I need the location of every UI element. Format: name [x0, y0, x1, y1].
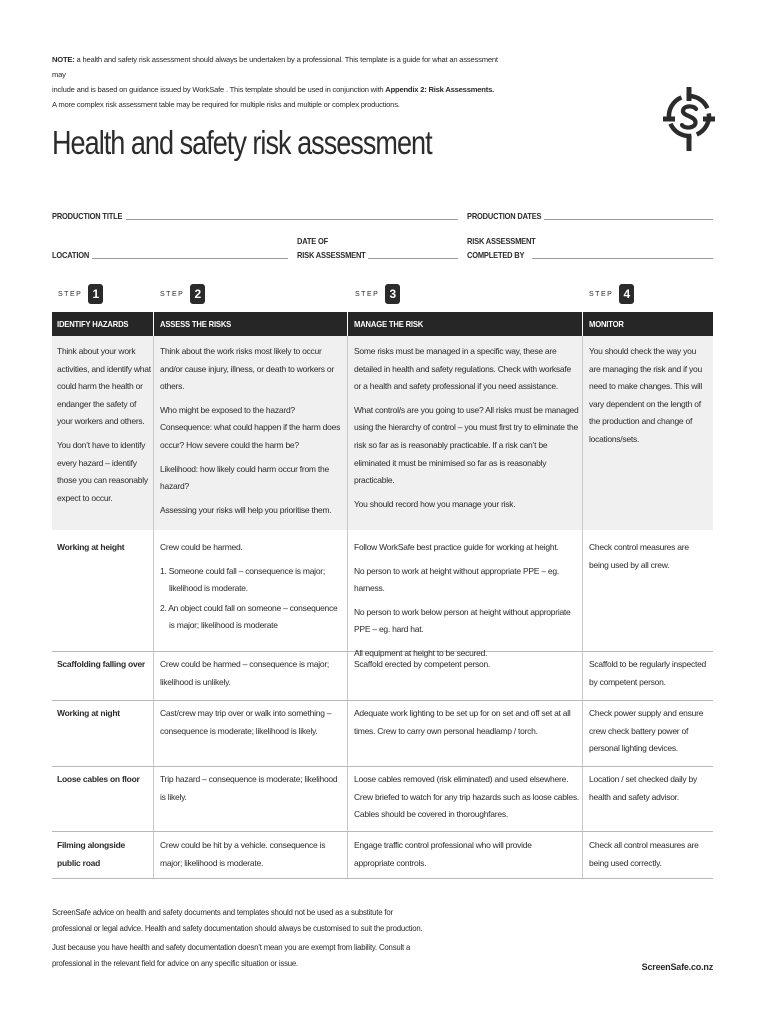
- intro-text: What control/s are you going to use? All risks must be managed using the hierarchy of control – you must first try to eliminate the risk so far as is reasonably practicable. If a risk can’t be eliminated it must be minimised so far as is reasonably practicable.: [354, 404, 579, 486]
- date-of-label: DATE OF: [297, 236, 329, 246]
- monitor-cell: Check power supply and ensure crew check battery power of personal lighting devices.: [589, 708, 704, 754]
- step-word: STEP: [160, 290, 185, 298]
- assess-cell: Crew could be hit by a vehicle. consequence is major; likelihood is moderate.: [160, 840, 326, 868]
- hazard-cell: Scaffolding falling over: [57, 659, 145, 669]
- intro-text: Think about the work risks most likely to occur and/or cause injury, illness, or death to workers or others.: [160, 346, 334, 392]
- header-assess-risks: ASSESS THE RISKS: [160, 319, 232, 329]
- production-dates-label: PRODUCTION DATES: [467, 211, 542, 221]
- monitor-cell: Check all control measures are being used correctly.: [589, 840, 699, 868]
- header-manage-risk: MANAGE THE RISK: [354, 319, 424, 329]
- hazard-cell: Working at night: [57, 708, 120, 718]
- monitor-cell: Check control measures are being used by all crew.: [589, 542, 689, 570]
- row-divider: [52, 766, 713, 767]
- production-dates-field[interactable]: [544, 219, 713, 220]
- row-divider: [52, 878, 713, 879]
- intro-text: Think about your work activities, and identify what could harm the health or endanger the safety of your workers and others.: [57, 346, 151, 427]
- header-monitor: MONITOR: [589, 319, 624, 329]
- column-divider: [582, 336, 583, 879]
- assess-cell: [160, 539, 342, 637]
- location-label: LOCATION: [52, 250, 90, 260]
- step-1: [58, 284, 103, 304]
- header-divider: [153, 312, 154, 336]
- hazard-cell: Loose cables on floor: [57, 774, 140, 784]
- intro-text: Assessing your risks will help you prioritise them.: [160, 504, 332, 515]
- intro-text: Who might be exposed to the hazard? Consequence: what could happen if the harm does occur? How severe could the harm be?: [160, 404, 341, 450]
- monitor-cell: Scaffold to be regularly inspected by competent person.: [589, 659, 707, 687]
- ra-completed-label-1: RISK ASSESSMENT: [467, 236, 536, 246]
- column-divider: [153, 336, 154, 879]
- header-divider: [347, 312, 348, 336]
- assess-list-item: 2. An object could fall on someone – consequence is major; likelihood is moderate: [160, 602, 338, 631]
- screensafe-target-s-icon: [663, 87, 715, 151]
- note-line-2: include and is based on guidance issued by WorkSafe . This template should be used in conjunction with: [52, 85, 386, 94]
- ra-completed-label-2: COMPLETED BY: [467, 250, 525, 260]
- footer-disclaimer: [52, 905, 432, 975]
- header-identify-hazards: IDENTIFY HAZARDS: [57, 319, 129, 329]
- intro-text: You should check the way you are managing the risk and if you need to make changes. This will vary dependent on the length of the production and change of locations/sets.: [589, 346, 703, 444]
- manage-text: Follow WorkSafe best practice guide for working at height.: [354, 542, 559, 552]
- note-line-1: a health and safety risk assessment should always be undertaken by a professional. This template is a guide for what an assessment may: [52, 55, 498, 79]
- manage-text: All equipment at height to be secured.: [354, 647, 488, 658]
- step-number-badge: 2: [190, 284, 205, 304]
- column-divider: [347, 336, 348, 879]
- assess-cell: Crew could be harmed – consequence is major; likelihood is unlikely.: [160, 659, 330, 687]
- manage-cell: Engage traffic control professional who will provide appropriate controls.: [354, 840, 532, 868]
- step-3: [355, 284, 400, 304]
- intro-assess-risks: [160, 343, 342, 525]
- hazard-cell: Filming alongside public road: [57, 840, 126, 868]
- step-word: STEP: [589, 290, 614, 298]
- intro-text: You should record how you manage your risk.: [354, 498, 516, 509]
- note-appendix-ref: Appendix 2: Risk Assessments.: [385, 85, 495, 94]
- note-block: [52, 52, 512, 112]
- intro-text: You don’t have to identify every hazard – identify those you can reasonably expect to occur.: [57, 439, 148, 503]
- page-title: Health and safety risk assessment: [52, 124, 432, 161]
- step-2: [160, 284, 205, 304]
- ra-completed-by-field[interactable]: [532, 258, 713, 259]
- assess-list-item: 1. Someone could fall – consequence is major; likelihood is moderate.: [160, 565, 325, 594]
- footer-text: Just because you have health and safety documentation doesn’t mean you are exempt from liability. Consult a professional in the relevant field for advice on any specific situation or issue.: [52, 943, 411, 968]
- production-title-label: PRODUCTION TITLE: [52, 211, 123, 221]
- brand-link[interactable]: ScreenSafe.co.nz: [641, 962, 713, 972]
- intro-identify-hazards: [57, 343, 151, 513]
- manage-cell: Adequate work lighting to be set up for on set and off set at all times. Crew to carry own personal headlamp / torch.: [354, 708, 571, 736]
- hazard-cell: Working at height: [57, 542, 125, 552]
- footer-text: ScreenSafe advice on health and safety documents and templates should not be used as a substitute for professional or legal advice. Health and safety documentation should always be customised to suit the production.: [52, 908, 423, 933]
- note-label: NOTE:: [52, 55, 75, 64]
- intro-monitor: [589, 343, 707, 455]
- intro-manage-risk: [354, 343, 579, 519]
- step-4: [589, 284, 634, 304]
- step-number-badge: 4: [619, 284, 634, 304]
- header-divider: [582, 312, 583, 336]
- intro-text: Likelihood: how likely could harm occur from the hazard?: [160, 463, 329, 492]
- step-word: STEP: [58, 290, 83, 298]
- assess-text: Crew could be harmed.: [160, 542, 243, 552]
- intro-text: Some risks must be managed in a specific way, these are detailed in health and safety regulations. Check with worksafe or a health and safety professional if you need assistance.: [354, 346, 571, 392]
- manage-cell: Loose cables removed (risk eliminated) and used elsewhere. Crew briefed to watch for any trip hazards such as loose cables. Cables should be covered in thoroughfares.: [354, 774, 579, 820]
- step-number-badge: 1: [88, 284, 103, 304]
- monitor-cell: Location / set checked daily by health and safety advisor.: [589, 774, 698, 802]
- step-word: STEP: [355, 290, 380, 298]
- production-title-field[interactable]: [126, 219, 458, 220]
- date-of-risk-assessment-field[interactable]: [368, 258, 458, 259]
- row-divider: [52, 831, 713, 832]
- row-divider: [52, 700, 713, 701]
- step-number-badge: 3: [385, 284, 400, 304]
- assess-cell: Trip hazard – consequence is moderate; likelihood is likely.: [160, 774, 338, 802]
- assess-cell: Cast/crew may trip over or walk into something – consequence is moderate; likelihood is likely.: [160, 708, 332, 736]
- manage-cell: Scaffold erected by competent person.: [354, 659, 491, 669]
- location-field[interactable]: [92, 258, 288, 259]
- manage-text: No person to work below person at height without appropriate PPE – eg. hard hat.: [354, 606, 571, 635]
- manage-text: No person to work at height without appropriate PPE – eg. harness.: [354, 565, 559, 594]
- note-line-3: A more complex risk assessment table may be required for multiple risks and multiple or complex productions.: [52, 100, 400, 109]
- date-of-ra-label: RISK ASSESSMENT: [297, 250, 366, 260]
- manage-cell: [354, 539, 579, 669]
